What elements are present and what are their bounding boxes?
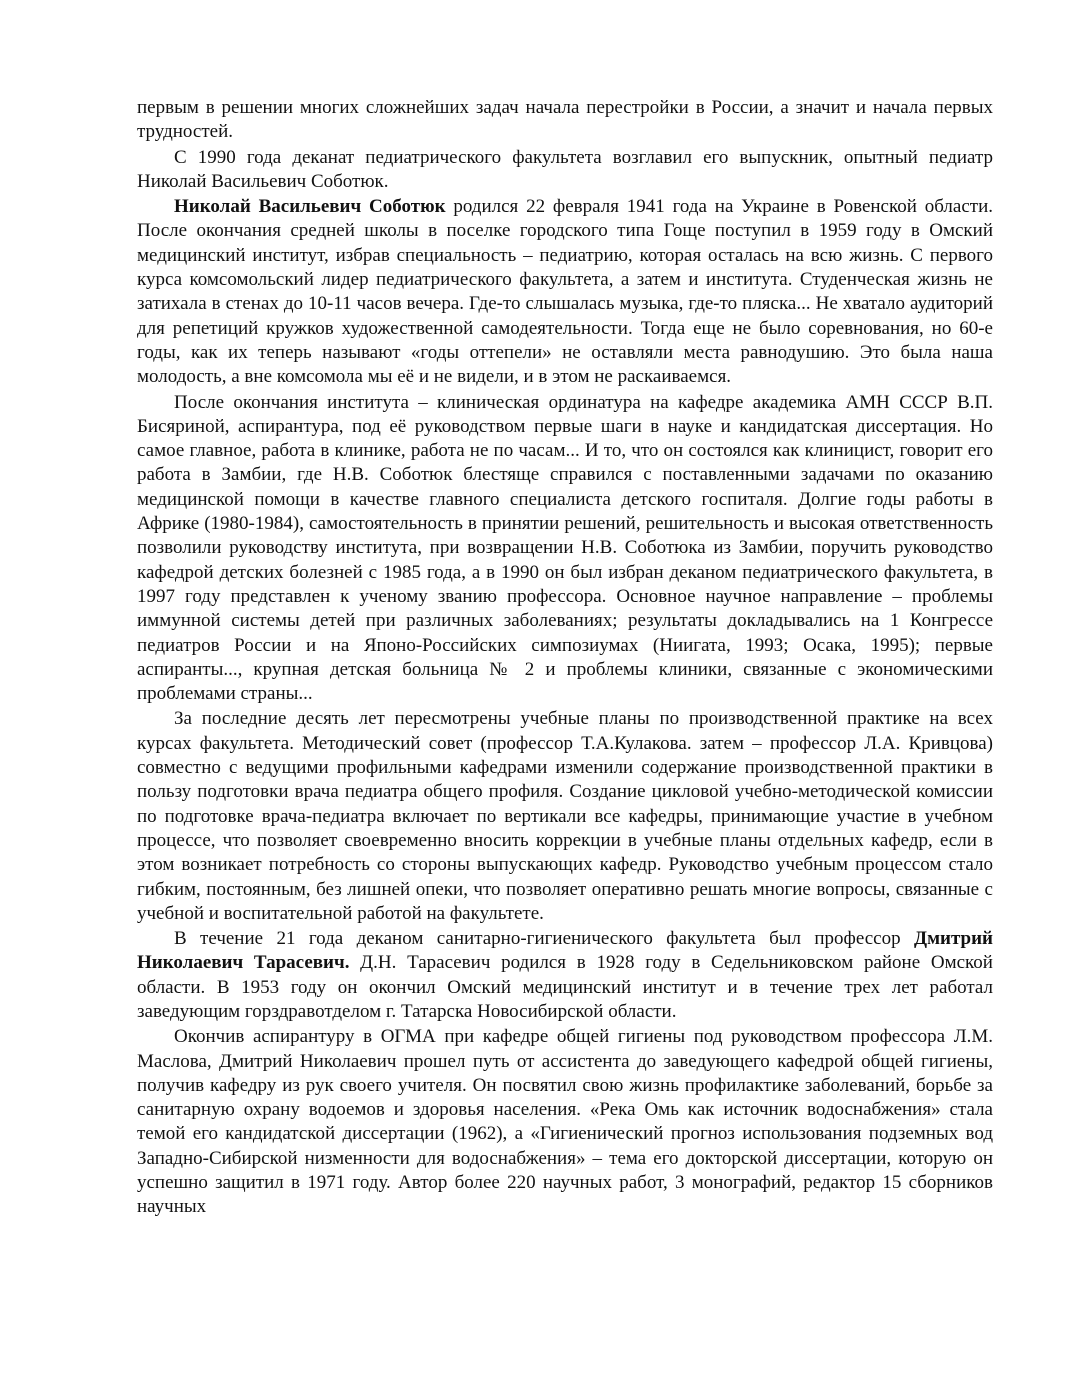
paragraph-6-pre: В течение 21 года деканом санитарно-гигиенического факультета был профессор	[174, 928, 914, 950]
paragraph-1	[137, 96, 993, 145]
paragraph-2-text: С 1990 года деканат педиатрического факультета возглавил его выпускник, опытный педиатр Николай Васильевич Соботюк.	[137, 146, 993, 192]
paragraph-6-bold-name: Дмитрий Николаевич Тарасевич.	[137, 928, 993, 974]
paragraph-2	[137, 146, 993, 195]
paragraph-5-text: За последние десять лет пересмотрены учебные планы по производственной практике на всех курсах факультета. Методический совет (профессор Т.А.Кулакова. затем – профессор Л.А. Кривцова) совместно с ведущими профильными кафедрами изменили содержание производственной практики в пользу подготовки врача педиатра общего профиля. Создание цикловой учебно-методической комиссии по подготовке врача-педиатра включает по вертикали все кафедры, принимающие участие в учебном процессе, что позволяет своевременно вносить коррекции в учебные планы отдельных кафедр, если в этом возникает потребность со стороны выпускающих кафедр. Руководство учебным процессом стало гибким, постоянным, без лишней опеки, что позволяет оперативно решать многие вопросы, связанные с учебной и воспитательной работой на факультете.	[137, 708, 993, 924]
paragraph-7	[137, 1025, 993, 1219]
paragraph-6	[137, 927, 993, 1024]
paragraph-7-text: Окончив аспирантуру в ОГМА при кафедре общей гигиены под руководством профессора Л.М. Маслова, Дмитрий Николаевич прошел путь от ассистента до заведующего кафедрой общей гигиены, получив кафедру из рук своего учителя. Он посвятил свою жизнь профилактике заболеваний, борьбе за санитарную охрану водоемов и здоровья населения. «Река Омь как источник водоснабжения» стала темой его кандидатской диссертации (1962), а «Гигиенический прогноз использования подземных вод Западно-Сибирской низменности для водоснабжения» – тема его докторской диссертации, которую он успешно защитил в 1971 году. Автор более 220 научных работ, 3 монографий, редактор 15 сборников научных	[137, 1026, 993, 1218]
paragraph-3-bold-name: Николай Васильевич Соботюк	[174, 196, 446, 218]
paragraph-5	[137, 707, 993, 926]
paragraph-6-text: Д.Н. Тарасевич родился в 1928 году в Седельниковском районе Омской области. В 1953 году он окончил Омский медицинский институт и в течение трех лет работал заведующим горздравотделом г. Татарска Новосибирской области.	[137, 952, 993, 1022]
paragraph-1-text: первым в решении многих сложнейших задач начала перестройки в России, а значит и начала первых трудностей.	[137, 97, 993, 143]
paragraph-3-text: родился 22 февраля 1941 года на Украине в Ровенской области. После окончания средней школы в поселке городского типа Гоще поступил в 1959 году в Омский медицинский институт, избрав специальность – педиатрию, которая осталась на всю жизнь. С первого курса комсомольский лидер педиатрического факультета, а затем и института. Студенческая жизнь не затихала в стенах до 10-11 часов вечера. Где-то слышалась музыка, где-то пляска... Не хватало аудиторий для репетиций кружков художественной самодеятельности. Тогда еще не было соревнования, но 60-е годы, как их теперь называют «годы оттепели» не оставляли места равнодушию. Это была наша молодость, а вне комсомола мы её и не видели, и в этом не раскаиваемся.	[137, 196, 993, 388]
document-page	[137, 96, 993, 1220]
paragraph-4-text: После окончания института – клиническая ординатура на кафедре академика АМН СССР В.П. Бисяриной, аспирантура, под её руководством первые шаги в науке и кандидатская диссертация. Но самое главное, работа в клинике, работа не по часам... И то, что он состоялся как клиницист, говорит его работа в Замбии, где Н.В. Соботюк блестяще справился с поставленными задачами по оказанию медицинской помощи в качестве главного специалиста детского госпиталя. Долгие годы работы в Африке (1980-1984), самостоятельность в принятии решений, решительность и высокая ответственность позволили руководству института, при возвращении Н.В. Соботюка из Замбии, поручить руководство кафедрой детских болезней с 1985 года, а в 1990 он был избран деканом педиатрического факультета, в 1997 году представлен к ученому званию профессора. Основное научное направление – проблемы иммунной системы детей при различных заболеваниях; результаты докладывались на 1 Конгрессе педиатров России и на Японо-Российских симпозиумах (Ниигата, 1993; Осака, 1995); первые аспиранты..., крупная детская больница № 2 и проблемы клиники, связанные с экономическими проблемами страны...	[137, 391, 993, 705]
paragraph-3	[137, 195, 993, 389]
paragraph-4	[137, 391, 993, 707]
